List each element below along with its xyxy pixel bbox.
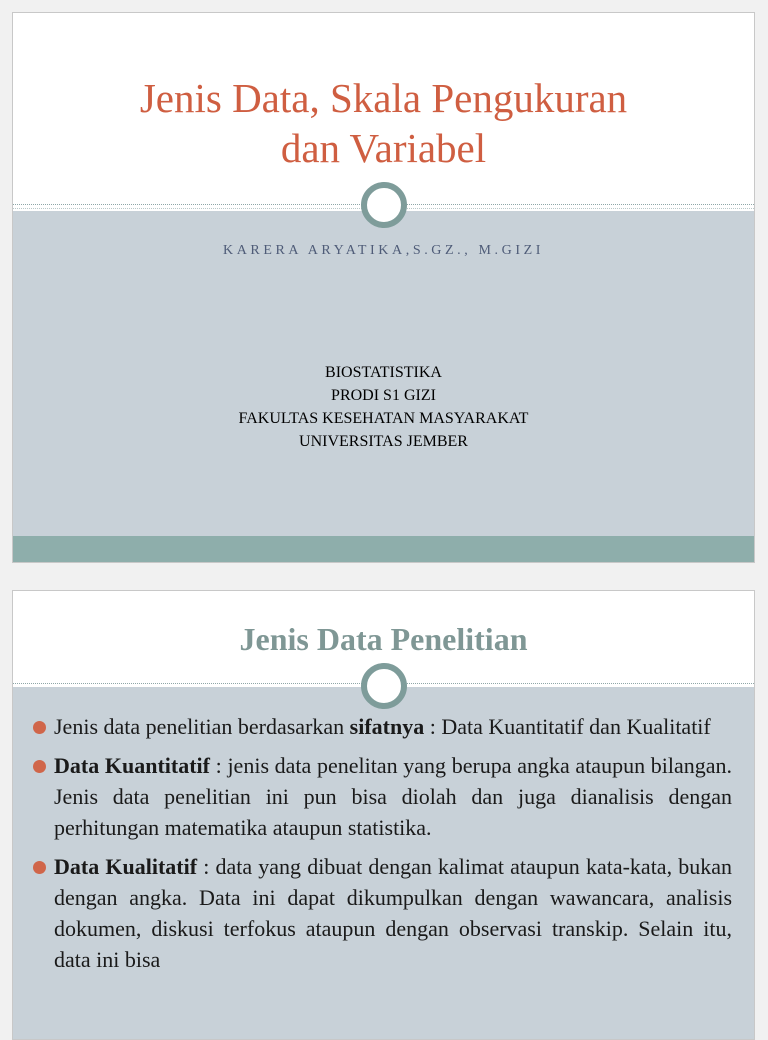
bullet-bold-term: Data Kualitatif xyxy=(54,854,198,879)
circle-ornament-icon xyxy=(361,182,407,228)
author-name: KARERA ARYATIKA,S.GZ., M.GIZI xyxy=(222,243,545,258)
course-info-line: BIOSTATISTIKA xyxy=(325,364,442,381)
bottom-bar xyxy=(13,536,754,562)
title-slide xyxy=(12,12,755,563)
bullet-item xyxy=(33,711,732,742)
bullet-dot-icon xyxy=(33,861,46,874)
bullet-text: : jenis data penelitan yang berupa angka ataupun bilangan. Jenis data penelitian ini pun bisa diolah dan juga dianalisis dengan perhitungan matematika ataupun statistika. xyxy=(54,753,732,840)
title-area xyxy=(13,13,754,205)
slide-title xyxy=(13,13,754,173)
course-info xyxy=(13,361,754,453)
bullet-bold-term: Data Kuantitatif xyxy=(54,753,210,778)
bullet-dot-icon xyxy=(33,721,46,734)
course-info-line: PRODI S1 GIZI xyxy=(331,387,436,404)
slide-title-line2: dan Variabel xyxy=(280,125,487,171)
bullet-bold-term: sifatnya xyxy=(349,714,425,739)
bullet-item xyxy=(33,750,732,843)
course-info-line: FAKULTAS KESEHATAN MASYARAKAT xyxy=(238,410,529,427)
course-info-line: UNIVERSITAS JEMBER xyxy=(299,433,468,450)
bullet-list xyxy=(33,711,732,983)
bullet-dot-icon xyxy=(33,760,46,773)
slide-title: Jenis Data Penelitian xyxy=(239,621,528,657)
bullet-item xyxy=(33,851,732,975)
bullet-text: : data yang dibuat dengan kalimat ataupun kata-kata, bukan dengan angka. Data ini dapat dikumpulkan dengan wawancara, analisis dokumen, diskusi terfokus ataupun dengan observasi transkip. Selain itu, data ini bisa xyxy=(54,854,732,972)
bullet-text: : Data Kuantitatif dan Kualitatif xyxy=(424,714,711,739)
bullet-text: Jenis data penelitian berdasarkan xyxy=(54,714,350,739)
content-slide xyxy=(12,590,755,1040)
circle-ornament-icon xyxy=(361,663,407,709)
slide-title-line1: Jenis Data, Skala Pengukuran xyxy=(139,75,628,121)
